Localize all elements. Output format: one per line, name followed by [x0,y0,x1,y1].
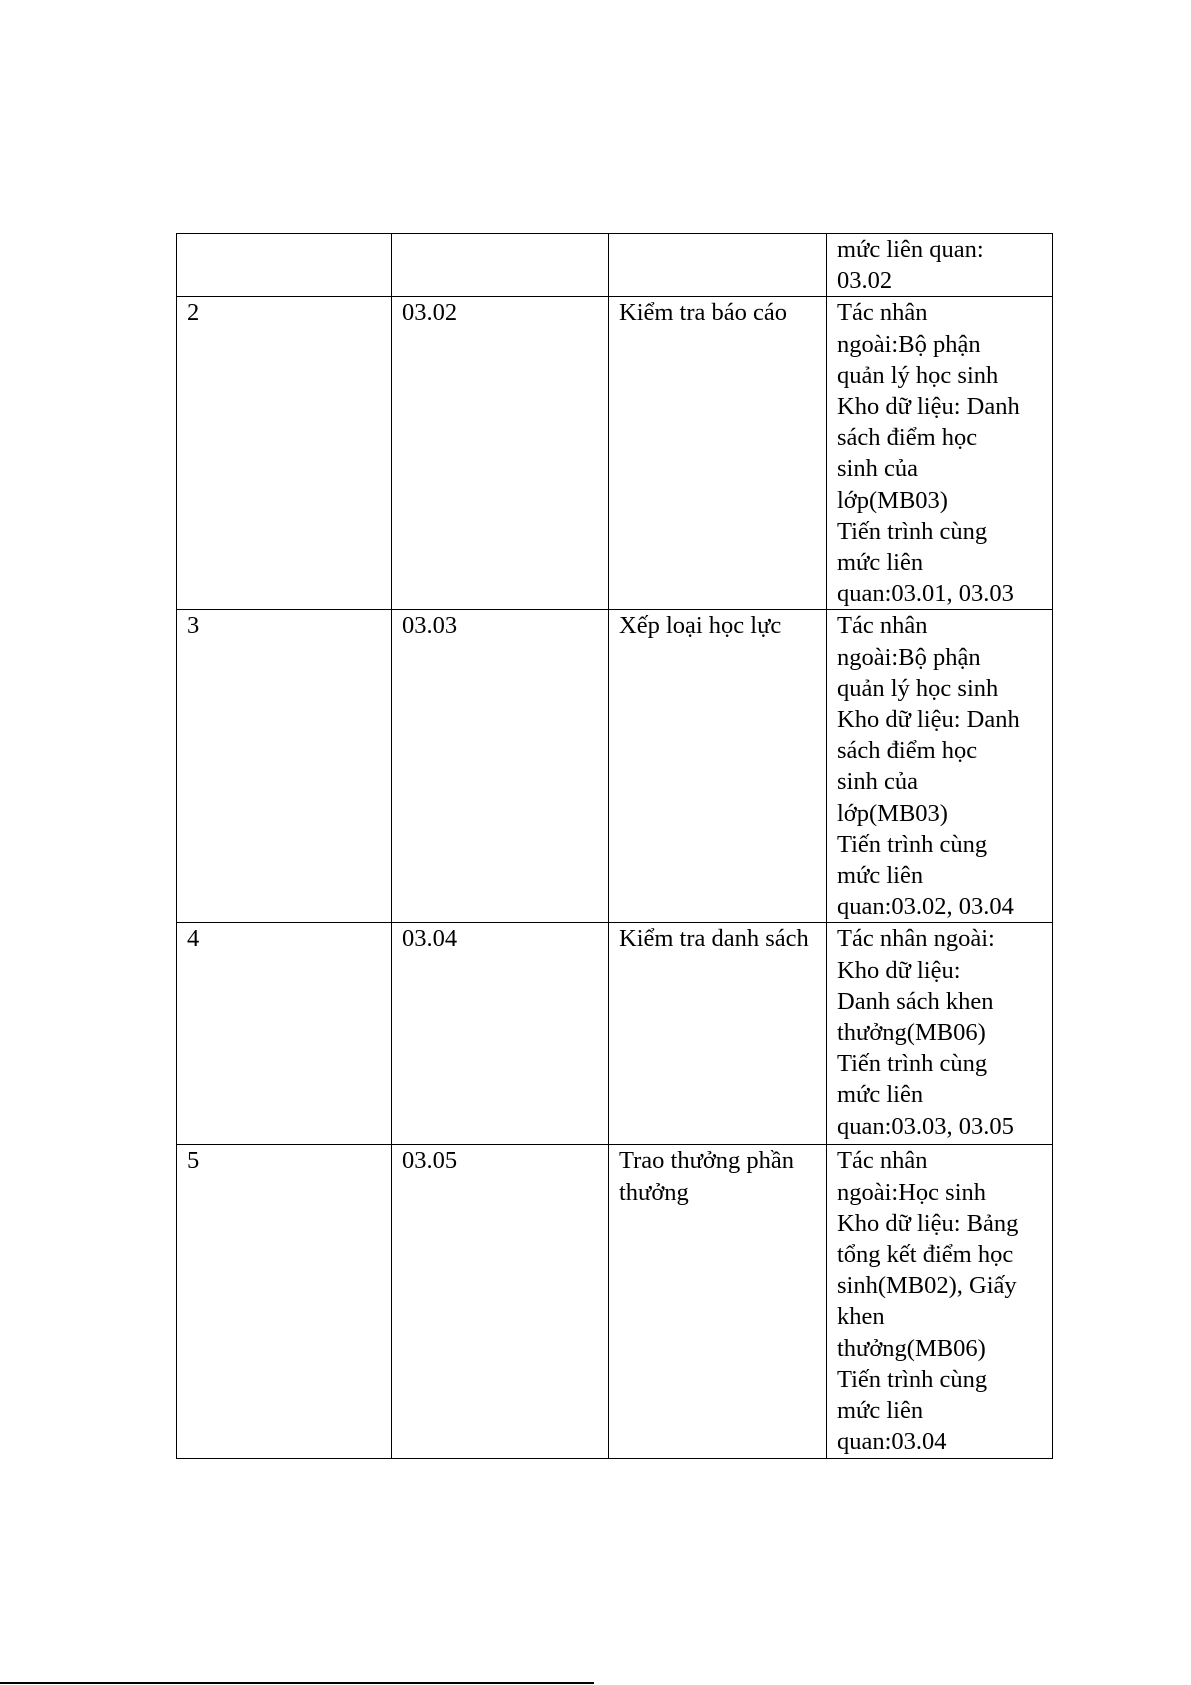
related-info-line: Danh sách khen [837,987,994,1015]
table-row [177,610,1053,923]
process-code-cell: 03.04 [392,923,609,1145]
related-info-line: Kho dữ liệu: [837,956,961,984]
related-info-cell [827,234,1053,297]
related-info-line: quan:03.01, 03.03 [837,580,1014,608]
related-info-cell [827,1145,1053,1459]
process-code-cell [392,234,609,297]
related-info-line: Kho dữ liệu: Bảng [837,1209,1019,1237]
table-row [177,1145,1053,1459]
process-code-cell: 03.02 [392,297,609,610]
related-info-line: ngoài:Bộ phận [837,643,981,671]
related-info-line: quản lý học sinh [837,361,999,389]
related-info-cell [827,923,1053,1145]
stt-cell: 5 [177,1145,392,1459]
related-info-line: Tác nhân [837,299,928,327]
process-code-cell: 03.05 [392,1145,609,1459]
related-info-line: mức liên quan: [837,236,984,263]
related-info-line: Tác nhân ngoài: [837,925,995,953]
related-info-line: sinh của [837,455,918,483]
related-info-line: quan:03.03, 03.05 [837,1112,1014,1140]
process-name-cell: Trao thưởng phần thưởng [609,1145,827,1459]
related-info-line: sách điểm học [837,424,978,452]
related-info-line: Tiến trình cùng [837,1050,988,1078]
stt-cell: 4 [177,923,392,1145]
process-name-cell: Kiểm tra báo cáo [609,297,827,610]
related-info-line: Tác nhân [837,612,928,640]
related-info-line: lớp(MB03) [837,799,948,827]
related-info-line: khen [837,1303,885,1331]
related-info-line: mức liên [837,1397,924,1425]
related-info-line: 03.02 [837,267,893,295]
table-row [177,234,1053,297]
process-code-cell: 03.03 [392,610,609,923]
related-info-line: Tiến trình cùng [837,517,988,545]
related-info-line: ngoài:Học sinh [837,1178,987,1206]
related-info-line: Kho dữ liệu: Danh [837,706,1020,734]
footnote-separator-line [0,1682,594,1684]
related-info-line: sách điểm học [837,737,978,765]
related-info-line: quan:03.02, 03.04 [837,893,1014,921]
related-info-line: quản lý học sinh [837,674,999,702]
process-name-cell: Kiểm tra danh sách [609,923,827,1145]
related-info-line: Tiến trình cùng [837,1365,988,1393]
process-name-cell [609,234,827,297]
table-row [177,923,1053,1145]
related-info-line: tổng kết điểm học [837,1241,1014,1269]
related-info-line: sinh(MB02), Giấy [837,1272,1017,1300]
related-info-line: mức liên [837,862,924,890]
stt-cell: 3 [177,610,392,923]
related-info-line: Kho dữ liệu: Danh [837,393,1020,421]
related-info-line: Tiến trình cùng [837,830,988,858]
related-info-line: thưởng(MB06) [837,1019,986,1047]
related-info-cell [827,297,1053,610]
table-row [177,297,1053,610]
related-info-line: Tác nhân [837,1147,928,1175]
process-table [176,233,1053,1459]
related-info-cell [827,610,1053,923]
related-info-line: sinh của [837,768,918,796]
related-info-line: ngoài:Bộ phận [837,330,981,358]
related-info-line: quan:03.04 [837,1428,947,1456]
related-info-line: mức liên [837,1081,924,1109]
stt-cell: 2 [177,297,392,610]
related-info-line: lớp(MB03) [837,486,948,514]
process-name-cell: Xếp loại học lực [609,610,827,923]
stt-cell [177,234,392,297]
related-info-line: mức liên [837,549,924,577]
table-body [177,234,1053,1459]
related-info-line: thưởng(MB06) [837,1334,986,1362]
